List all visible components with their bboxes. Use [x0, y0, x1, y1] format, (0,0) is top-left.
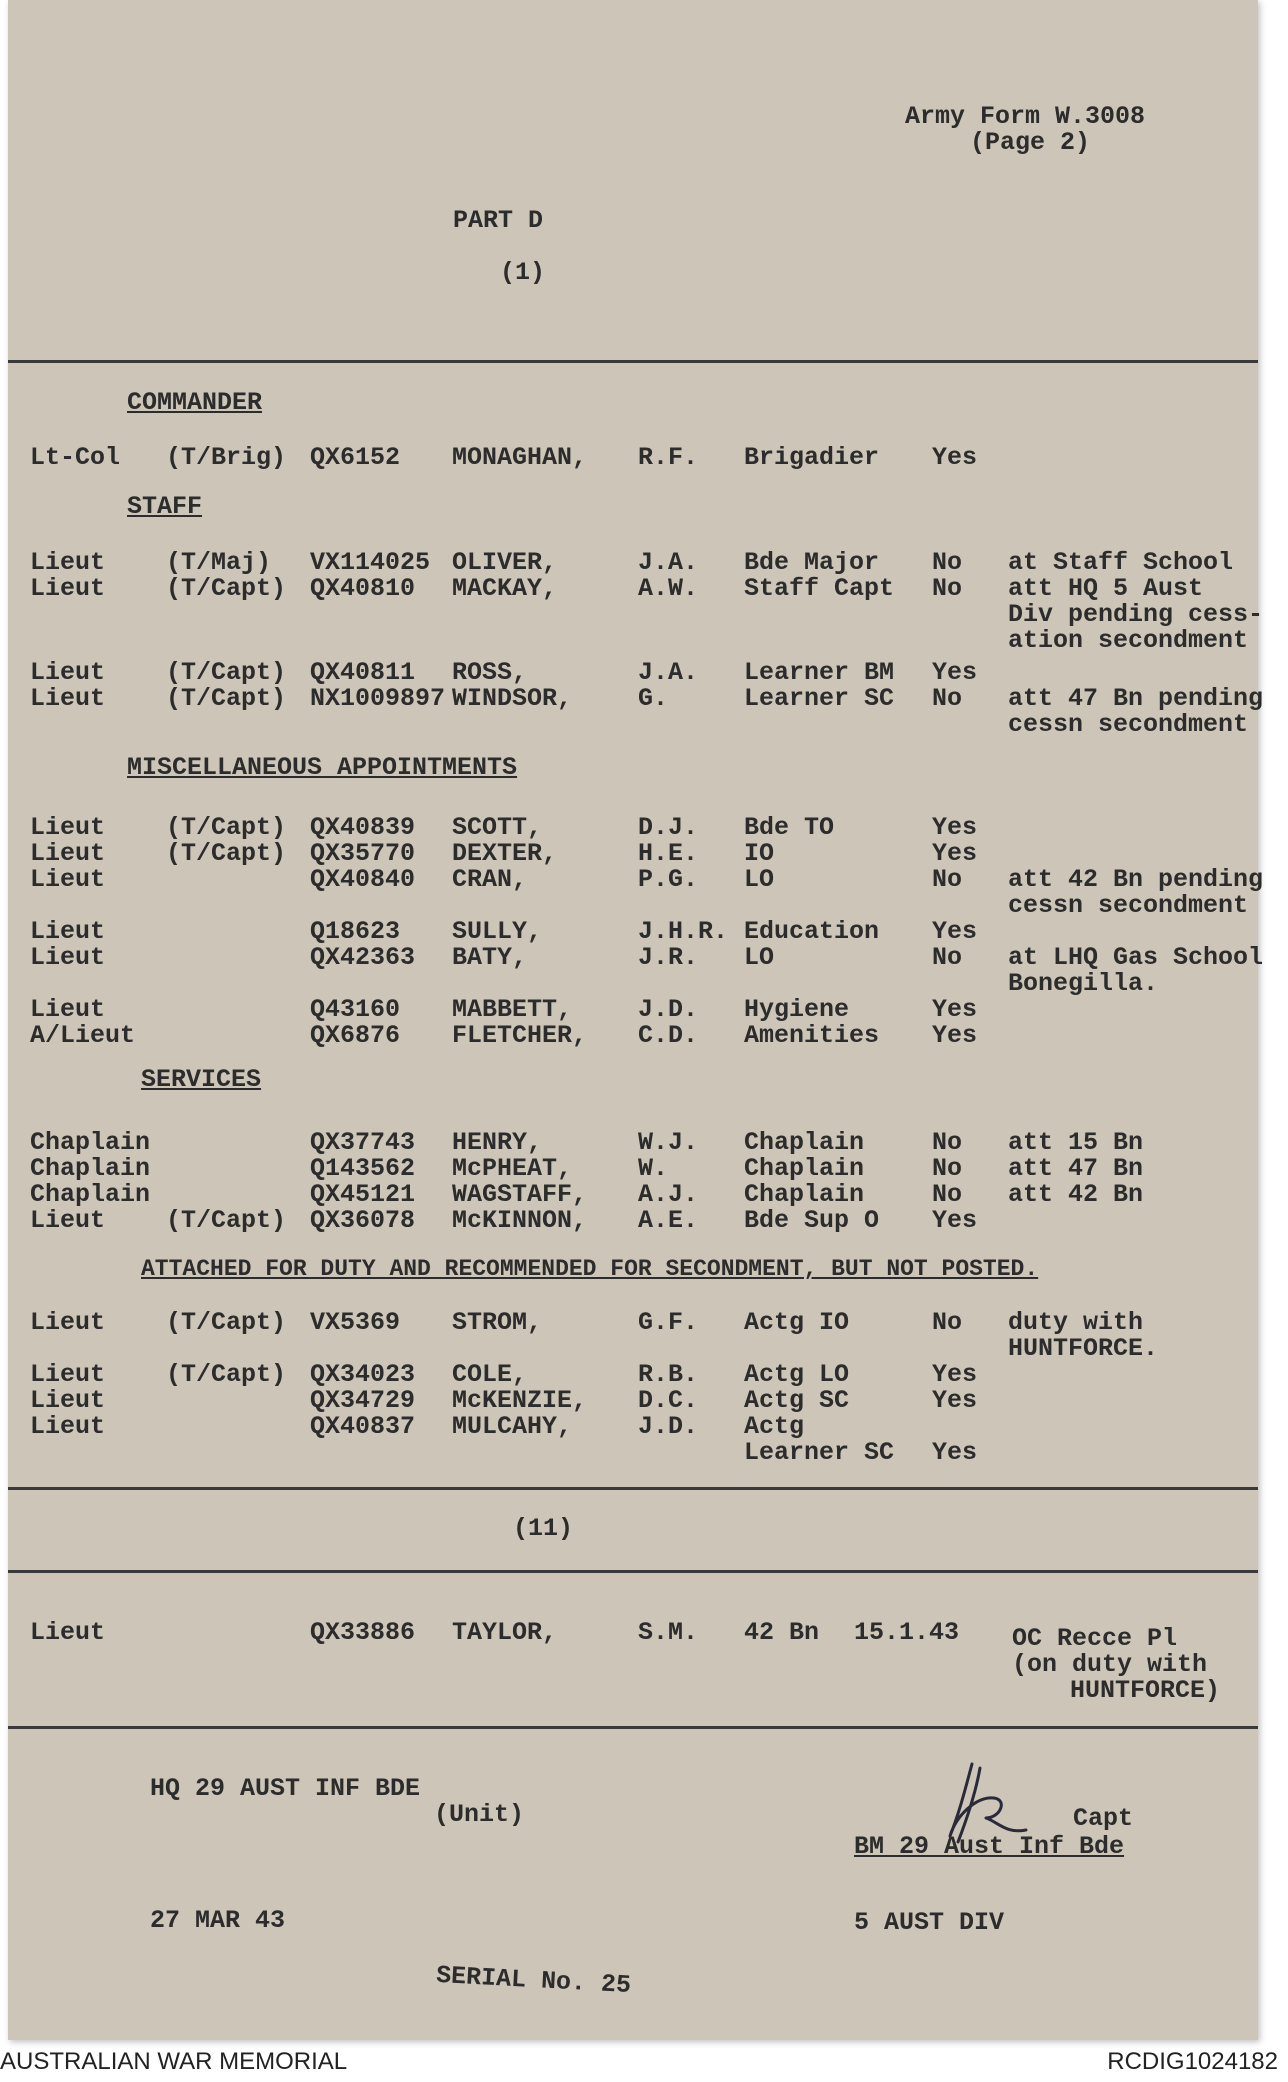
part-ii-remarks-3: HUNTFORCE) [1070, 1676, 1221, 1705]
cell-remarks: cessn secondment [1008, 891, 1249, 920]
part-ii-date: 15.1.43 [854, 1618, 960, 1647]
cell-remarks: at LHQ Gas School [1008, 943, 1264, 972]
cell-yn: Yes [932, 658, 978, 687]
cell-yn: No [932, 1128, 963, 1157]
cell-rank: Lieut [30, 839, 106, 868]
cell-rank: Lieut [30, 917, 106, 946]
cell-appt: Hygiene [744, 995, 850, 1024]
rule-top [8, 360, 1258, 363]
cell-remarks: HUNTFORCE. [1008, 1334, 1159, 1363]
cell-yn: No [932, 548, 963, 577]
cell-init: J.H.R. [638, 917, 729, 946]
cell-remarks: duty with [1008, 1308, 1144, 1337]
part-ii-remarks-1: OC Recce Pl [1012, 1624, 1178, 1653]
cell-appt: Staff Capt [744, 574, 895, 603]
cell-temp: (T/Capt) [166, 684, 287, 713]
division-name: 5 AUST DIV [854, 1908, 1005, 1937]
cell-temp: (T/Capt) [166, 574, 287, 603]
cell-appt: Actg SC [744, 1386, 850, 1415]
cell-rank: Lieut [30, 995, 106, 1024]
cell-init: R.B. [638, 1360, 699, 1389]
cell-init: A.J. [638, 1180, 699, 1209]
cell-init: J.A. [638, 548, 699, 577]
cell-init: J.D. [638, 995, 699, 1024]
cell-name: BATY, [452, 943, 528, 972]
cell-temp: (T/Capt) [166, 1308, 287, 1337]
part-ii-rank: Lieut [30, 1618, 106, 1647]
cell-yn: Yes [932, 813, 978, 842]
cell-temp: (T/Capt) [166, 1360, 287, 1389]
cell-remarks: att 42 Bn pending [1008, 865, 1264, 894]
cell-yn: No [932, 574, 963, 603]
part-title: PART D [453, 206, 544, 235]
cell-init: A.E. [638, 1206, 699, 1235]
cell-init: P.G. [638, 865, 699, 894]
form-page: (Page 2) [970, 128, 1091, 157]
cell-temp: (T/Capt) [166, 1206, 287, 1235]
cell-init: W.J. [638, 1128, 699, 1157]
cell-appt: Actg LO [744, 1360, 850, 1389]
cell-name: STROM, [452, 1308, 543, 1337]
cell-appt: Learner SC [744, 1438, 895, 1467]
cell-yn: Yes [932, 1360, 978, 1389]
section-services: SERVICES [141, 1065, 262, 1094]
cell-appt: Education [744, 917, 880, 946]
cell-remarks: Bonegilla. [1008, 969, 1159, 998]
cell-remarks: att 47 Bn [1008, 1154, 1144, 1183]
cell-num: QX42363 [310, 943, 416, 972]
cell-appt: Bde Major [744, 548, 880, 577]
cell-num: NX1009897 [310, 684, 446, 713]
cell-rank: Lt-Col [30, 443, 121, 472]
cell-temp: (T/Maj) [166, 548, 272, 577]
cell-appt: LO [744, 943, 775, 972]
unit-name: HQ 29 AUST INF BDE [150, 1774, 421, 1803]
cell-temp: (T/Capt) [166, 658, 287, 687]
cell-name: COLE, [452, 1360, 528, 1389]
cell-yn: No [932, 1154, 963, 1183]
cell-rank: Lieut [30, 1206, 106, 1235]
cell-yn: Yes [932, 995, 978, 1024]
cell-remarks: cessn secondment [1008, 710, 1249, 739]
part-ii-name: TAYLOR, [452, 1618, 558, 1647]
cell-appt: Chaplain [744, 1154, 865, 1183]
cell-init: R.F. [638, 443, 699, 472]
cell-num: QX35770 [310, 839, 416, 868]
cell-rank: Lieut [30, 943, 106, 972]
cell-yn: Yes [932, 1386, 978, 1415]
cell-remarks: att 47 Bn pending [1008, 684, 1264, 713]
cell-num: QX34729 [310, 1386, 416, 1415]
cell-num: QX6152 [310, 443, 401, 472]
cell-num: QX45121 [310, 1180, 416, 1209]
cell-name: HENRY, [452, 1128, 543, 1157]
cell-remarks: at Staff School [1008, 548, 1234, 577]
cell-rank: Lieut [30, 1308, 106, 1337]
cell-init: J.D. [638, 1412, 699, 1441]
cell-rank: Chaplain [30, 1180, 151, 1209]
cell-remarks: Div pending cess- [1008, 600, 1264, 629]
cell-appt: Bde Sup O [744, 1206, 880, 1235]
cell-name: ROSS, [452, 658, 528, 687]
cell-yn: Yes [932, 1206, 978, 1235]
part-ii-remarks-2: (on duty with [1012, 1650, 1208, 1679]
cell-appt: LO [744, 865, 775, 894]
cell-num: QX36078 [310, 1206, 416, 1235]
cell-yn: No [932, 1308, 963, 1337]
cell-appt: Chaplain [744, 1128, 865, 1157]
part-ii-initials: S.M. [638, 1618, 699, 1647]
cell-yn: Yes [932, 839, 978, 868]
signature-title: BM 29 Aust Inf Bde [854, 1832, 1125, 1861]
cell-num: QX40810 [310, 574, 416, 603]
cell-num: VX114025 [310, 548, 431, 577]
cell-name: WINDSOR, [452, 684, 573, 713]
cell-name: MABBETT, [452, 995, 573, 1024]
cell-num: QX6876 [310, 1021, 401, 1050]
cell-init: G. [638, 684, 669, 713]
cell-name: McKENZIE, [452, 1386, 588, 1415]
cell-name: SULLY, [452, 917, 543, 946]
cell-appt: Learner SC [744, 684, 895, 713]
cell-num: QX34023 [310, 1360, 416, 1389]
cell-appt: Chaplain [744, 1180, 865, 1209]
form-title: Army Form W.3008 [905, 102, 1146, 131]
rule-part-ii-mid [8, 1570, 1258, 1573]
cell-rank: Chaplain [30, 1128, 151, 1157]
cell-yn: Yes [932, 1021, 978, 1050]
rule-part-ii-top [8, 1487, 1258, 1490]
part-ii-unit: 42 Bn [744, 1618, 820, 1647]
document-page [8, 0, 1264, 2040]
cell-rank: A/Lieut [30, 1021, 136, 1050]
cell-rank: Lieut [30, 574, 106, 603]
cell-rank: Lieut [30, 1360, 106, 1389]
rule-bottom [8, 1726, 1258, 1729]
cell-rank: Lieut [30, 658, 106, 687]
cell-remarks: att 15 Bn [1008, 1128, 1144, 1157]
cell-init: A.W. [638, 574, 699, 603]
cell-name: OLIVER, [452, 548, 558, 577]
cell-rank: Lieut [30, 813, 106, 842]
cell-init: J.A. [638, 658, 699, 687]
cell-name: WAGSTAFF, [452, 1180, 588, 1209]
cell-name: DEXTER, [452, 839, 558, 868]
cell-rank: Lieut [30, 865, 106, 894]
cell-rank: Lieut [30, 1412, 106, 1441]
cell-appt: IO [744, 839, 775, 868]
cell-name: SCOTT, [452, 813, 543, 842]
cell-yn: Yes [932, 443, 978, 472]
cell-name: MACKAY, [452, 574, 558, 603]
cell-num: QX37743 [310, 1128, 416, 1157]
cell-name: McPHEAT, [452, 1154, 573, 1183]
cell-appt: Bde TO [744, 813, 835, 842]
cell-rank: Chaplain [30, 1154, 151, 1183]
cell-remarks: ation secondment [1008, 626, 1249, 655]
cell-init: J.R. [638, 943, 699, 972]
cell-num: Q43160 [310, 995, 401, 1024]
cell-rank: Lieut [30, 684, 106, 713]
section-number-ii: (11) [513, 1514, 574, 1543]
cell-appt: Amenities [744, 1021, 880, 1050]
cell-yn: No [932, 943, 963, 972]
cell-yn: Yes [932, 917, 978, 946]
cell-name: MULCAHY, [452, 1412, 573, 1441]
cell-num: Q143562 [310, 1154, 416, 1183]
cell-init: C.D. [638, 1021, 699, 1050]
cell-init: H.E. [638, 839, 699, 868]
cell-rank: Lieut [30, 548, 106, 577]
cell-yn: No [932, 684, 963, 713]
cell-init: D.J. [638, 813, 699, 842]
cell-remarks: att 42 Bn [1008, 1180, 1144, 1209]
cell-appt: Learner BM [744, 658, 895, 687]
cell-num: Q18623 [310, 917, 401, 946]
cell-init: G.F. [638, 1308, 699, 1337]
footer-archive-name: AUSTRALIAN WAR MEMORIAL [0, 2048, 348, 2075]
cell-name: McKINNON, [452, 1206, 588, 1235]
cell-name: FLETCHER, [452, 1021, 588, 1050]
section-misc: MISCELLANEOUS APPOINTMENTS [127, 753, 518, 782]
signature-rank: Capt [1073, 1804, 1134, 1833]
section-attached: ATTACHED FOR DUTY AND RECOMMENDED FOR SECONDMENT, BUT NOT POSTED. [141, 1256, 1039, 1282]
cell-num: VX5369 [310, 1308, 401, 1337]
cell-appt: Actg IO [744, 1308, 850, 1337]
section-number-i: (1) [500, 258, 546, 287]
cell-num: QX40811 [310, 658, 416, 687]
cell-temp: (T/Capt) [166, 813, 287, 842]
part-ii-number: QX33886 [310, 1618, 416, 1647]
cell-num: QX40840 [310, 865, 416, 894]
cell-temp: (T/Brig) [166, 443, 287, 472]
cell-yn: No [932, 1180, 963, 1209]
cell-init: W. [638, 1154, 669, 1183]
cell-num: QX40839 [310, 813, 416, 842]
cell-num: QX40837 [310, 1412, 416, 1441]
cell-yn: Yes [932, 1438, 978, 1467]
unit-label: (Unit) [434, 1800, 525, 1829]
cell-name: CRAN, [452, 865, 528, 894]
document-date: 27 MAR 43 [150, 1906, 286, 1935]
cell-yn: No [932, 865, 963, 894]
cell-appt: Brigadier [744, 443, 880, 472]
cell-remarks: att HQ 5 Aust [1008, 574, 1204, 603]
serial-number: SERIAL No. 25 [435, 1960, 632, 2001]
cell-name: MONAGHAN, [452, 443, 588, 472]
cell-init: D.C. [638, 1386, 699, 1415]
footer-record-id: RCDIG1024182 [1107, 2048, 1278, 2075]
cell-rank: Lieut [30, 1386, 106, 1415]
section-staff: STAFF [127, 492, 203, 521]
cell-appt: Actg [744, 1412, 805, 1441]
cell-temp: (T/Capt) [166, 839, 287, 868]
section-commander: COMMANDER [127, 388, 263, 417]
